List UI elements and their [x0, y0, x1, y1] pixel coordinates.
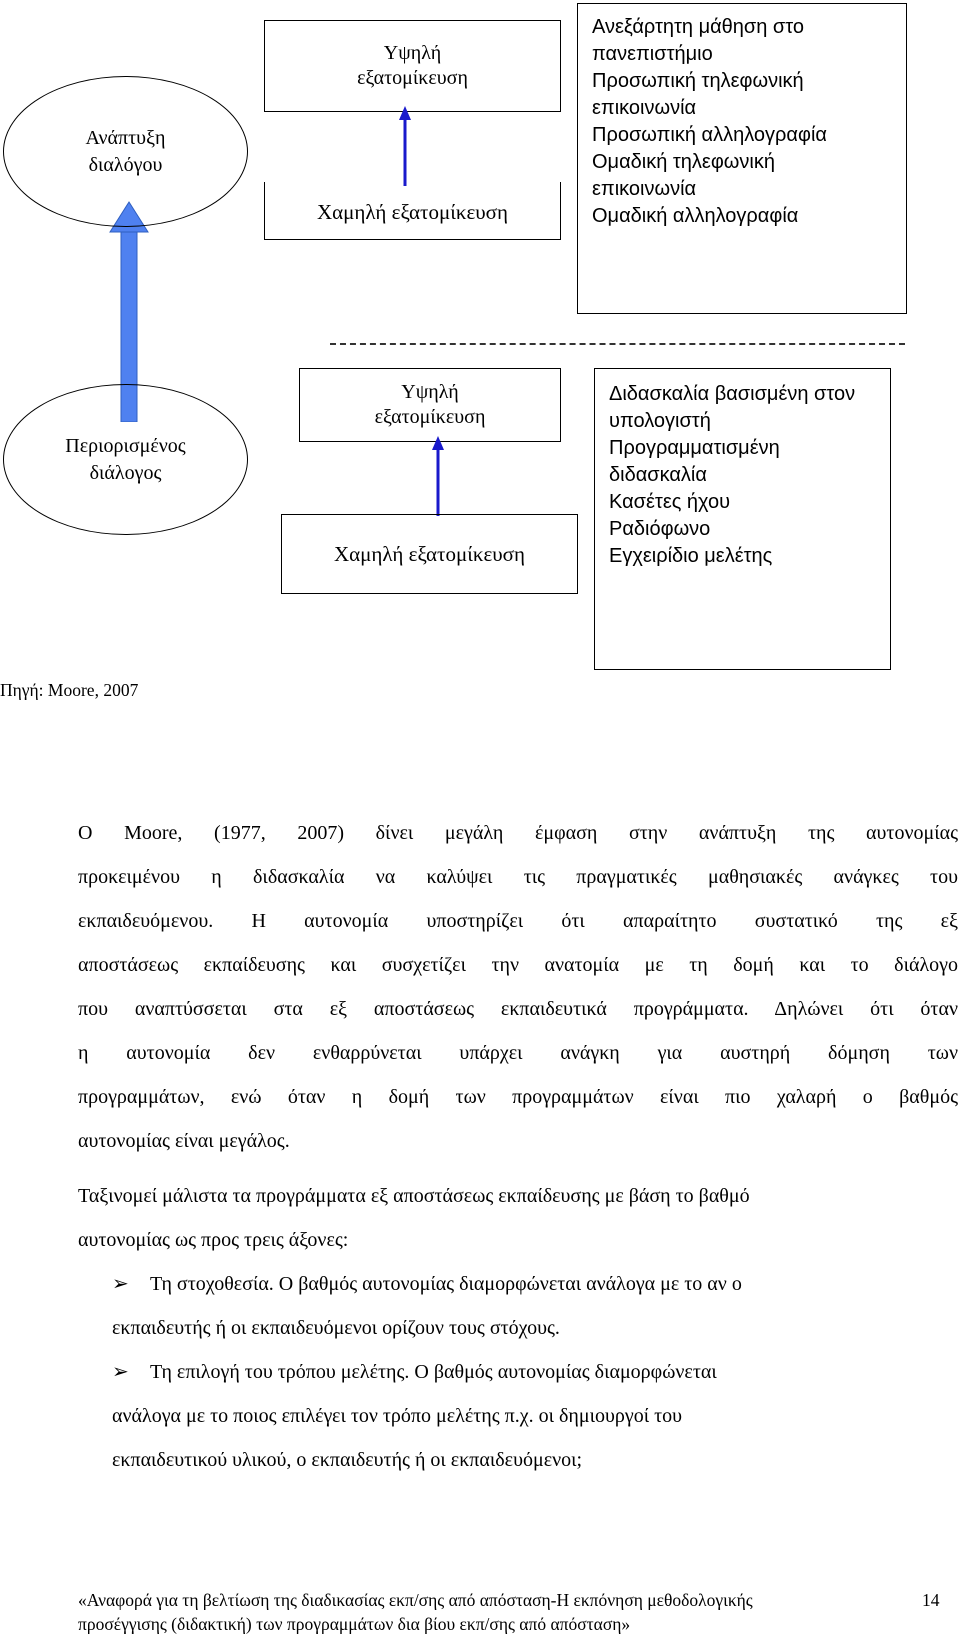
bottom-method-item: Διδασκαλία βασισμένη στον [609, 383, 856, 405]
ellipse-high-dialogue [3, 76, 248, 227]
footer-line: προσέγγισης (διδακτική) των προγραμμάτων δια βίου εκπ/σης από απόσταση» [78, 1614, 631, 1634]
bullet-text: Τη επιλογή του τρόπου μελέτης. Ο βαθμός αυτονομίας διαμορφώνεται [150, 1361, 717, 1383]
top-method-item: Προσωπική τηλεφωνική [592, 70, 804, 92]
page-footer [78, 1588, 878, 1636]
bottom-method-item: Εγχειρίδιο μελέτης [609, 545, 773, 567]
top-method-item: πανεπιστήμιο [592, 43, 713, 65]
paragraph-line: προγραμμάτων, ενώ όταν η δομή των προγραμμάτων είναι πιο χαλαρή ο βαθμός [78, 1086, 958, 1108]
top-methods-box [577, 3, 907, 314]
bullet-item [112, 1262, 912, 1350]
paragraph-line: εκπαιδευόμενου. Η αυτονομία υποστηρίζει ότι απαραίτητο συστατικό της εξ [78, 910, 958, 932]
arrowhead-bullet-icon: ➢ [112, 1273, 129, 1295]
top-individualization-arrow [395, 106, 415, 186]
top-high-individualization-box [264, 20, 561, 112]
bottom-high-individualization-label: Υψηλή εξατομίκευση [374, 381, 486, 428]
arrowhead-bullet-icon: ➢ [112, 1361, 129, 1383]
page-number: 14 [922, 1590, 940, 1610]
paragraph-line: η αυτονομία δεν ενθαρρύνεται υπάρχει ανάγκη για αυστηρή δόμηση των [78, 1042, 958, 1064]
footer-line: «Αναφορά για τη βελτίωση της διαδικασίας εκπ/σης από απόσταση-Η εκπόνηση μεθοδολογικής [78, 1590, 753, 1610]
paragraph-line: αποστάσεως εκπαίδευσης και συσχετίζει την ανατομία με τη δομή και το διάλογο [78, 954, 958, 976]
bottom-method-item: Προγραμματισμένη [609, 437, 780, 459]
paragraph-line: αυτονομίας είναι μεγάλος. [78, 1130, 290, 1152]
paragraph-line: Ο Moore, (1977, 2007) δίνει μεγάλη έμφαση στην ανάπτυξη της αυτονομίας [78, 822, 958, 844]
top-low-individualization-box [264, 182, 561, 240]
bullet-item [112, 1350, 912, 1482]
top-low-individualization-label: Χαμηλή εξατομίκευση [317, 200, 508, 224]
bullet-text: εκπαιδευτής ή οι εκπαιδευόμενοι ορίζουν τους στόχους. [112, 1317, 560, 1339]
low-dialogue-label: Περιορισμένος διάλογος [65, 434, 186, 484]
paragraph-line: αυτονομίας ως προς τρεις άξονες: [78, 1229, 349, 1251]
paragraph-autonomy [78, 811, 958, 1163]
ellipse-low-dialogue [3, 384, 248, 535]
top-method-item: Ανεξάρτητη μάθηση στο [592, 16, 805, 38]
top-method-item: επικοινωνία [592, 97, 697, 119]
paragraph-classification [78, 1174, 958, 1262]
top-method-item: Προσωπική αλληλογραφία [592, 124, 827, 146]
bullet-text: εκπαιδευτικού υλικού, ο εκπαιδευτής ή οι εκπαιδευόμενοι; [112, 1449, 583, 1471]
bottom-low-individualization-box [281, 514, 578, 594]
top-method-item: Ομαδική αλληλογραφία [592, 205, 799, 227]
bottom-high-individualization-box [299, 368, 561, 442]
bottom-low-individualization-label: Χαμηλή εξατομίκευση [334, 541, 525, 566]
high-dialogue-label: Ανάπτυξη διαλόγου [85, 126, 166, 176]
bottom-method-item: Κασέτες ήχου [609, 491, 731, 513]
figure-source: Πηγή: Moore, 2007 [0, 680, 139, 700]
top-method-item: επικοινωνία [592, 178, 697, 200]
bullet-text: ανάλογα με το ποιος επιλέγει τον τρόπο μελέτης π.χ. οι δημιουργοί του [112, 1405, 683, 1427]
paragraph-line: προκειμένου η διδασκαλία να καλύψει τις πραγματικές μαθησιακές ανάγκες του [78, 866, 958, 888]
bottom-individualization-arrow [428, 436, 448, 516]
bottom-method-item: Ραδιόφωνο [609, 518, 711, 540]
top-method-item: Ομαδική τηλεφωνική [592, 151, 775, 173]
top-high-individualization-label: Υψηλή εξατομίκευση [357, 42, 468, 89]
divider-dashed [330, 343, 905, 345]
paragraph-line: που αναπτύσσεται στα εξ αποστάσεως εκπαιδευτικά προγράμματα. Δηλώνει ότι όταν [78, 998, 958, 1020]
paragraph-line: Ταξινομεί μάλιστα τα προγράμματα εξ αποστάσεως εκπαίδευσης με βάση το βαθμό [78, 1185, 750, 1207]
bottom-method-item: υπολογιστή [609, 410, 711, 432]
bullet-text: Τη στοχοθεσία. Ο βαθμός αυτονομίας διαμορφώνεται ανάλογα με το αν ο [150, 1273, 742, 1295]
bottom-methods-box [594, 368, 891, 670]
bottom-method-item: διδασκαλία [609, 464, 707, 486]
